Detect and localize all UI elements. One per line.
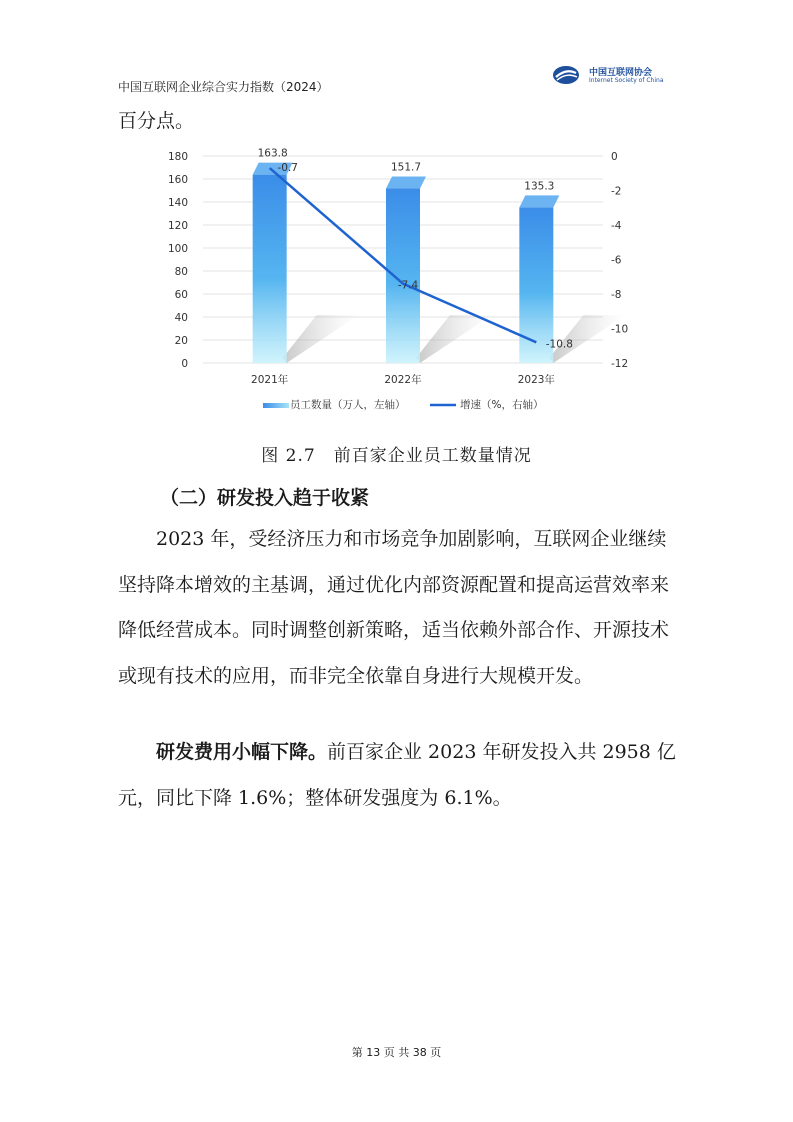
paragraph-rest: 前百家企业 2023 年研发投入共 2958 亿元，同比下降 1.6%；整体研发强度为 6.1%。 (118, 741, 676, 809)
bar-shadow (283, 315, 359, 363)
page-footer: 第 13 页 共 38 页 (351, 1046, 442, 1059)
body-paragraph-2 (118, 730, 678, 821)
left-axis-tick-label: 140 (167, 197, 188, 209)
right-axis-ticks (611, 151, 628, 370)
employee-count-chart (118, 142, 678, 427)
right-axis-tick-label: -4 (611, 220, 622, 232)
legend-bar-swatch (263, 403, 289, 408)
left-axis-tick-label: 20 (174, 335, 188, 347)
line-value-label: -7.4 (397, 279, 419, 292)
document-header-title: 中国互联网企业综合实力指数（2024） (118, 80, 329, 94)
right-axis-tick-label: -8 (611, 289, 622, 301)
section-heading: （二）研发投入趋于收紧 (160, 487, 370, 509)
body-paragraph-1 (118, 517, 678, 699)
bar-2022年 (386, 189, 420, 363)
left-axis-tick-label: 180 (167, 151, 188, 163)
logo-cn-text: 中国互联网协会 (589, 68, 653, 78)
line-value-label: -10.8 (545, 338, 573, 351)
category-axis-labels (251, 373, 555, 386)
right-axis-tick-label: -6 (611, 254, 622, 267)
bar-shadows (283, 315, 629, 363)
paragraph-text: 2023 年，受经济压力和市场竞争加剧影响，互联网企业继续坚持降本增效的主基调，通过优化内部资源配置和提高运营效率来降低经营成本。同时调整创新策略，适当依赖外部合作、开源技术或现有技术的应用，而非完全依靠自身进行大规模开发。 (118, 528, 670, 687)
category-label: 2023年 (517, 374, 555, 386)
line-value-label: -0.7 (277, 162, 298, 175)
left-axis-tick-label: 0 (181, 358, 188, 370)
logo-en-text: Internet Society of China (589, 77, 664, 84)
bar-top-face (386, 177, 426, 189)
continued-text-line: 百分点。 (118, 110, 195, 132)
category-label: 2021年 (251, 374, 289, 386)
bar-top-face (519, 195, 559, 207)
bar-value-label: 163.8 (257, 147, 288, 160)
legend-bar-label: 员工数量（万人，左轴） (290, 399, 406, 411)
bar-2021年 (253, 175, 287, 363)
left-axis-tick-label: 60 (174, 289, 188, 301)
right-axis-tick-label: 0 (611, 151, 618, 163)
left-axis-tick-label: 160 (167, 174, 188, 186)
chart-legend (263, 398, 543, 411)
category-label: 2022年 (384, 374, 422, 386)
bar-value-label: 151.7 (390, 161, 422, 174)
figure-caption: 图 2.7 前百家企业员工数量情况 (261, 446, 532, 466)
left-axis-ticks (168, 151, 188, 370)
right-axis-tick-label: -12 (611, 358, 629, 370)
right-axis-tick-label: -2 (611, 185, 622, 198)
legend-line-label: 增速（%，右轴） (460, 399, 544, 411)
bar-value-label: 135.3 (524, 180, 555, 193)
bar-shadow (416, 315, 492, 363)
paragraph-lead: 研发费用小幅下降。 (156, 741, 328, 763)
left-axis-tick-label: 40 (174, 312, 188, 324)
left-axis-tick-label: 80 (174, 266, 188, 278)
left-axis-tick-label: 100 (167, 243, 188, 255)
right-axis-tick-label: -10 (611, 323, 629, 336)
left-axis-tick-label: 120 (167, 220, 188, 232)
paragraph-text (118, 730, 678, 821)
